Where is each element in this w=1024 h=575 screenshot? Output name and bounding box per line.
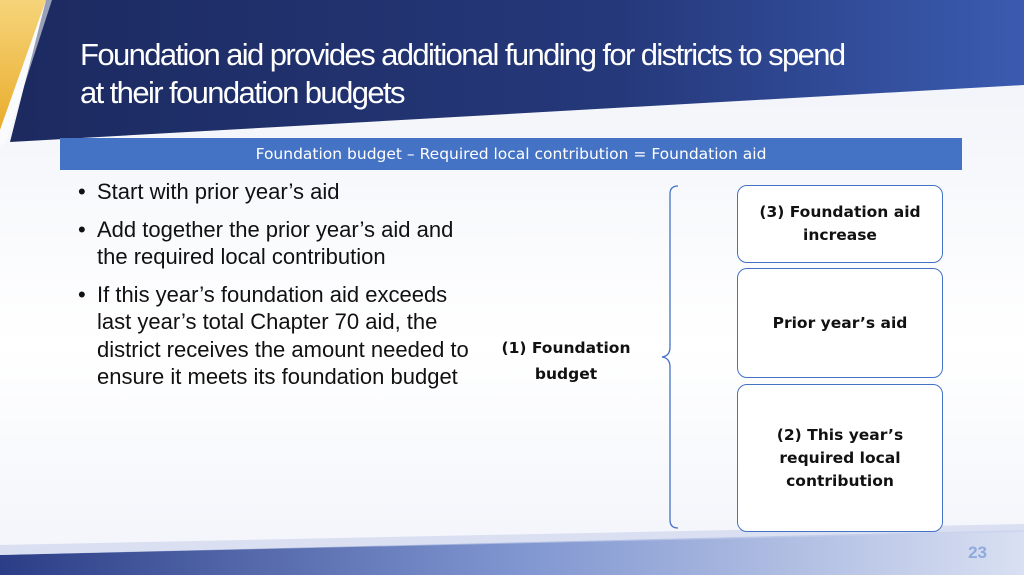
required-local-contribution-box [737,384,943,532]
bullet-dot: • [78,281,86,307]
box-label: (3) Foundation aid increase [759,203,921,244]
prior-year-aid-box [737,268,943,378]
bullet-text: Start with prior year’s aid [97,179,340,204]
formula-text: Foundation budget – Required local contribution = Foundation aid [255,145,767,163]
bullet-text: Add together the prior year’s aid and the required local contribution [97,216,454,269]
box-label: (2) This year’s required local contribution [776,425,904,490]
bullet-list [78,178,473,401]
bullet-item [78,281,473,391]
slide-title [80,36,980,112]
page-number: 23 [968,543,987,562]
bullet-dot: • [78,216,86,242]
bullet-item [78,178,473,206]
bullet-dot: • [78,179,86,204]
foundation-budget-label: (1) Foundation budget [501,339,631,383]
formula-banner [60,138,962,170]
left-brace-icon [660,184,684,530]
bullet-text: If this year’s foundation aid exceeds last year’s total Chapter 70 aid, the district receives the amount needed to ensure it meets its foundation budget [97,281,469,389]
foundation-aid-increase-box [737,185,943,263]
title-line-2: at their foundation budgets [80,75,404,110]
title-line-1: Foundation aid provides additional funding for districts to spend [80,37,845,72]
box-label: Prior year’s aid [772,313,908,332]
bullet-item [78,216,473,271]
